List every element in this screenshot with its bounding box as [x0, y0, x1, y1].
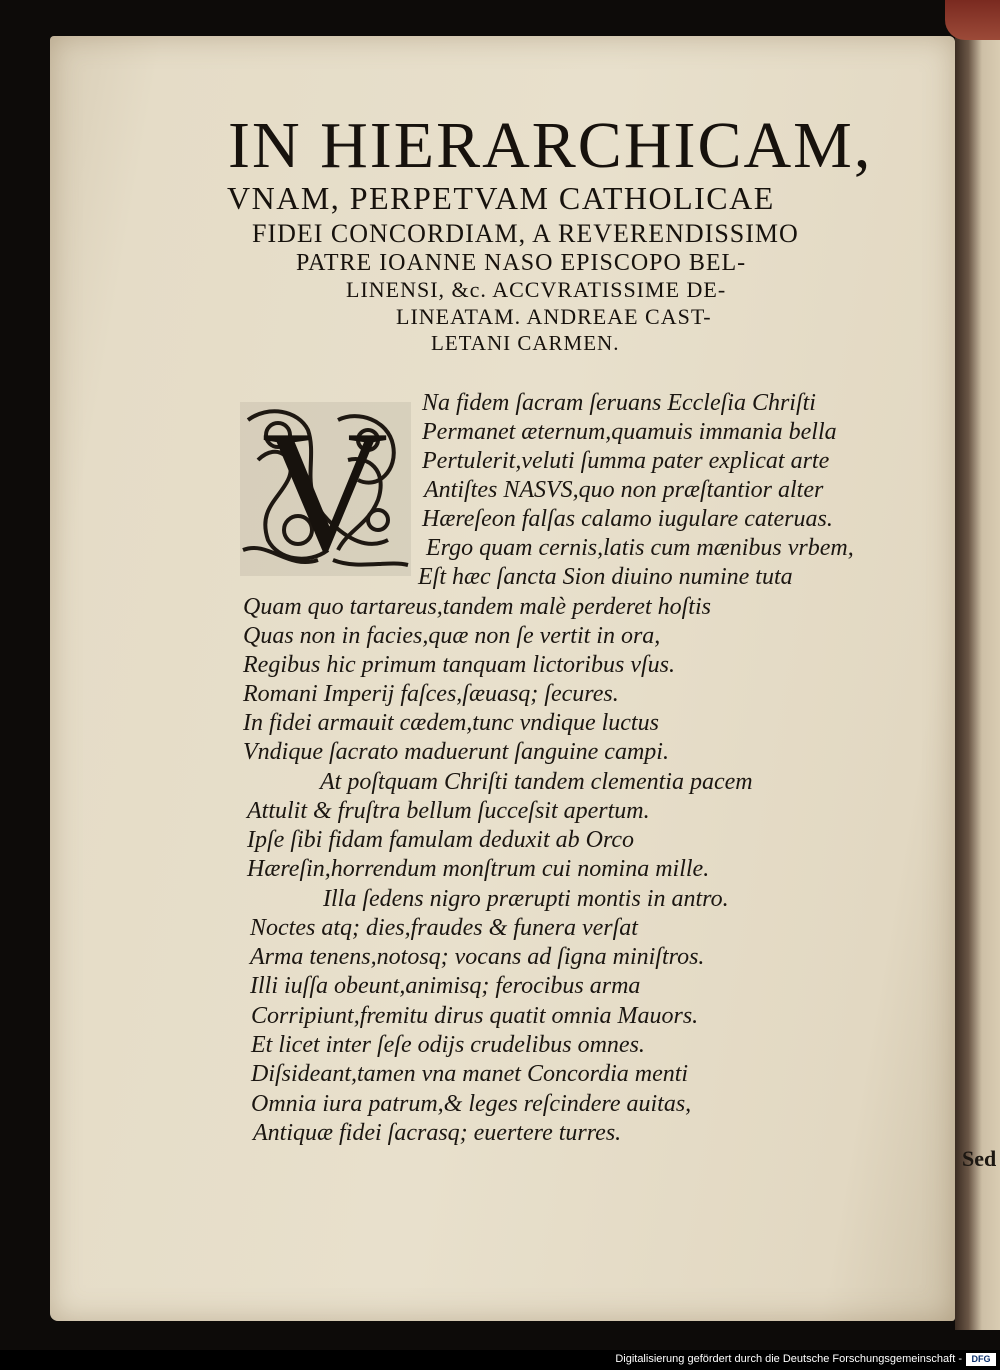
verse-line: Attulit & fruſtra bellum ſucceſsit apertum. — [247, 798, 650, 824]
verse-line: Quas non in facies,quæ non ſe vertit in ora, — [243, 623, 661, 649]
ornament-icon — [238, 400, 413, 578]
decorated-initial-v — [238, 400, 413, 578]
verse-line: Antiquæ fidei ſacrasq; euertere turres. — [253, 1120, 622, 1146]
title-line: IN HIERARCHICAM, — [228, 109, 873, 182]
title-line: VNAM, PERPETVAM CATHOLICAE — [227, 180, 775, 216]
verse-line: Ipſe ſibi fidam famulam deduxit ab Orco — [247, 827, 635, 853]
verse-line: Omnia iura patrum,& leges reſcindere auitas, — [251, 1091, 692, 1117]
verse-line: Pertulerit,veluti ſumma pater explicat arte — [422, 448, 830, 474]
title-line: LINENSI, &c. ACCVRATISSIME DE- — [346, 277, 727, 302]
verse-line: Antiſtes NASVS,quo non præſtantior alter — [424, 477, 824, 503]
verse-line: Illi iuſſa obeunt,animisq; ferocibus arma — [250, 973, 641, 999]
svg-text:V: V — [261, 400, 389, 578]
verse-line: Romani Imperij faſces,ſæuasq; ſecures. — [243, 681, 619, 707]
verse-line: Corripiunt,fremitu dirus quatit omnia Mauors. — [251, 1003, 699, 1029]
catchword: Sed — [962, 1146, 997, 1171]
verse-line: Noctes atq; dies,fraudes & funera verſat — [250, 915, 638, 941]
verse-line: Hæreſin,horrendum monſtrum cui nomina mille. — [247, 856, 710, 882]
verse-line: In fidei armauit cædem,tunc vndique luctus — [243, 710, 659, 736]
verse-line: Vndique ſacrato maduerunt ſanguine campi. — [243, 739, 669, 765]
title-line: PATRE IOANNE NASO EPISCOPO BEL- — [296, 250, 747, 276]
title-line: LETANI CARMEN. — [431, 331, 620, 355]
verse-line: Diſsideant,tamen vna manet Concordia menti — [251, 1061, 689, 1087]
verse-line: Permanet æternum,quamuis immania bella — [422, 419, 837, 445]
adjacent-page-edge — [955, 20, 1000, 1330]
footer-credit: Digitalisierung gefördert durch die Deutsche Forschungsgemeinschaft - — [615, 1353, 962, 1365]
verse-line: Na fidem ſacram ſeruans Eccleſia Chriſti — [422, 390, 816, 416]
verse-line: Quam quo tartareus,tandem malè perderet hoſtis — [243, 594, 711, 620]
verse-line: Illa ſedens nigro prærupti montis in antro. — [323, 886, 729, 912]
verse-line: At poſtquam Chriſti tandem clementia pacem — [320, 769, 753, 795]
verse-line: Et licet inter ſeſe odijs crudelibus omnes. — [251, 1032, 645, 1058]
binding-edge — [945, 0, 1000, 40]
verse-line: Hæreſeon falſas calamo iugulare cateruas. — [422, 506, 833, 532]
dfg-logo: DFG — [966, 1353, 996, 1366]
verse-line: Eſt hæc ſancta Sion diuino numine tuta — [418, 564, 793, 590]
verse-line: Regibus hic primum tanquam lictoribus vſus. — [243, 652, 675, 678]
verse-line: Ergo quam cernis,latis cum mænibus vrbem, — [426, 535, 854, 561]
verse-line: Arma tenens,notosq; vocans ad ſigna miniſtros. — [250, 944, 705, 970]
title-line: FIDEI CONCORDIAM, A REVERENDISSIMO — [252, 219, 799, 248]
title-line: LINEATAM. ANDREAE CAST- — [396, 304, 712, 329]
